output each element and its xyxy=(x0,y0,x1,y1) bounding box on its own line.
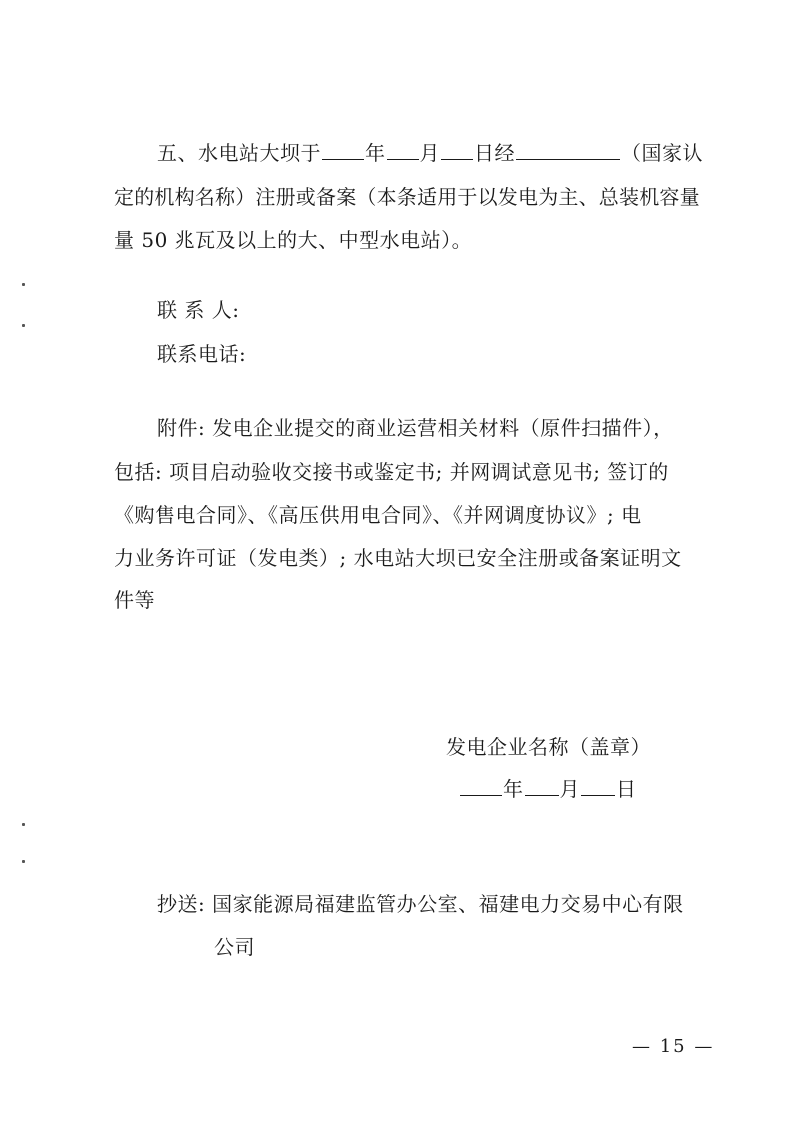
scan-mark xyxy=(22,283,25,286)
clause5-part1: 五、水电站大坝于 xyxy=(157,141,321,165)
attachment-line4: 力业务许可证（发电类）; 水电站大坝已安全注册或备案证明文 xyxy=(114,546,682,570)
attachment-line2: 包括: 项目启动验收交接书或鉴定书; 并网调试意见书; 签订的 xyxy=(114,460,669,484)
day-blank xyxy=(441,141,473,160)
sig-month: 月 xyxy=(559,777,580,801)
attachment-line5: 件等 xyxy=(114,588,155,612)
attachment-line3: 《购售电合同》、《高压供用电合同》、《并网调度协议》; 电 xyxy=(114,503,642,527)
year-blank xyxy=(322,141,364,160)
sig-year-blank xyxy=(460,777,502,796)
clause5-day-via: 日经 xyxy=(474,141,515,165)
attachment-line1: 附件: 发电企业提交的商业运营相关材料（原件扫描件）， xyxy=(157,416,674,440)
scan-mark xyxy=(22,860,25,863)
signature-date xyxy=(459,776,637,802)
cc-line1: 抄送: 国家能源局福建监管办公室、福建电力交易中心有限 xyxy=(157,892,684,916)
contact-phone-label: 联系电话: xyxy=(157,342,247,366)
cc-line2: 公司 xyxy=(214,935,255,959)
month-blank xyxy=(387,141,419,160)
sig-month-blank xyxy=(525,777,559,796)
sig-year: 年 xyxy=(503,777,524,801)
sig-day-blank xyxy=(581,777,615,796)
clause5-paren-start: （国家认 xyxy=(621,141,703,165)
page-number: — 15 — xyxy=(632,1036,715,1057)
scan-mark xyxy=(22,823,25,826)
clause5-line2: 定的机构名称）注册或备案（本条适用于以发电为主、总装机容量 xyxy=(114,185,700,209)
company-seal-label: 发电企业名称（盖章） xyxy=(446,735,651,759)
clause5-line1 xyxy=(157,140,703,166)
clause5-month: 月 xyxy=(419,141,440,165)
contact-person-label: 联 系 人: xyxy=(157,298,240,322)
institution-blank xyxy=(516,141,620,160)
clause5-line3: 量 50 兆瓦及以上的大、中型水电站）。 xyxy=(114,228,473,252)
sig-day: 日 xyxy=(616,777,637,801)
clause5-year: 年 xyxy=(365,141,386,165)
scan-mark xyxy=(22,324,25,327)
